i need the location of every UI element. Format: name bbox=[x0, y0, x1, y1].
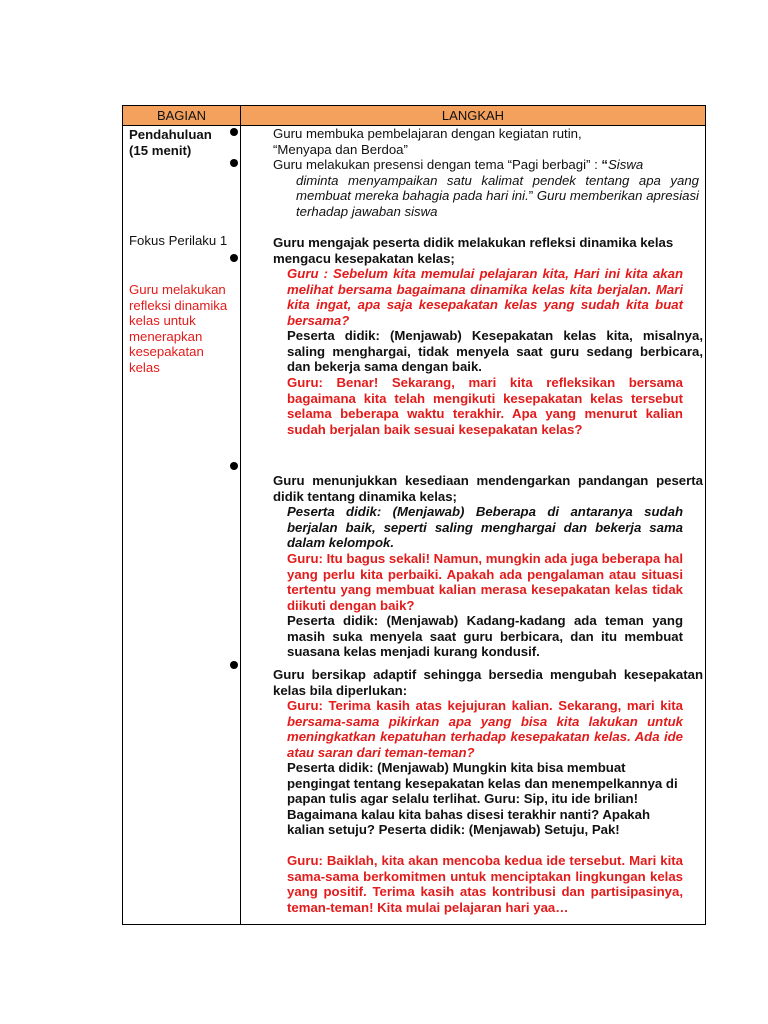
step1-peserta-1: Peserta didik: (Menjawab) Kesepakatan kelas kita, misalnya, saling menghargai, tidak menyela saat guru sedang berbicara, dan bekerja sama dengan baik. bbox=[287, 328, 703, 375]
fokus-label: Fokus Perilaku 1 bbox=[129, 233, 228, 248]
step2-peserta-2: Peserta didik: (Menjawab) Kadang-kadang ada teman yang masih suka menyela saat guru berbicara, dan itu membuat suasana kelas menjadi kurang kondusif. bbox=[287, 613, 683, 660]
pendahuluan-item-1: Guru membuka pembelajaran dengan kegiatan rutin, “Menyapa dan Berdoa” bbox=[273, 126, 582, 157]
step1-guru-1: Guru : Sebelum kita memulai pelajaran kita, Hari ini kita akan melihat bersama bagaimana dinamika kelas kita berjalan. Mari kita ingat, apa saja kesepakatan kelas yang sudah kita buat bersama? bbox=[287, 266, 683, 328]
bullet-icon bbox=[230, 159, 238, 167]
header-bagian: BAGIAN bbox=[156, 108, 207, 123]
bullet-icon bbox=[230, 128, 238, 136]
header-langkah: LANGKAH bbox=[441, 108, 505, 123]
table-header bbox=[123, 106, 705, 126]
pendahuluan-item-2-lead: Guru melakukan presensi dengan tema “Pagi berbagi” : “Siswa bbox=[273, 157, 644, 172]
step1-guru-2: Guru: Benar! Sekarang, mari kita refleksikan bersama bagaimana kita telah mengikuti kesepakatan kelas tersebut selama beberapa waktu terakhir. Apa yang menurut kalian sudah berjalan baik sesuai kesepakatan kelas? bbox=[287, 375, 683, 437]
column-divider bbox=[240, 106, 241, 924]
fokus-description: Guru melakukan refleksi dinamika kelas untuk menerapkan kesepakatan kelas bbox=[129, 282, 228, 375]
step3-peserta-1: Peserta didik: (Menjawab) Mungkin kita bisa membuat pengingat tentang kesepakatan kelas dan menempelkannya di papan tulis agar selalu terlihat. Guru: Sip, itu ide brilian! Bagaimana kalau kita bahas disesi terakhir nanti? Apakah kalian setuju? Peserta didik: (Menjawab) Setuju, Pak! bbox=[287, 760, 678, 838]
pendahuluan-item-2-quote: diminta menyampaikan satu kalimat pendek tentang apa yang membuat mereka bahagia pada hari ini.” Guru memberikan apresiasi terhadap jawaban siswa bbox=[296, 172, 699, 219]
bullet-icon bbox=[230, 661, 238, 669]
bullet-icon bbox=[230, 254, 238, 262]
step1-lead: Guru mengajak peserta didik melakukan refleksi dinamika kelas mengacu kesepakatan kelas; bbox=[273, 235, 674, 266]
step2-peserta-1: Peserta didik: (Menjawab) Beberapa di antaranya sudah berjalan baik, seperti saling menghargai dan bekerja sama dalam kelompok. bbox=[287, 504, 683, 551]
step3-lead: Guru bersikap adaptif sehingga bersedia mengubah kesepakatan kelas bila diperlukan: bbox=[273, 667, 703, 698]
step3-guru-1: Guru: Terima kasih atas kejujuran kalian. Sekarang, mari kita bersama-sama pikirkan apa yang bisa kita lakukan untuk meningkatkan kepatuhan terhadap kesepakatan kelas. Ada ide atau saran dari teman-teman? bbox=[287, 698, 683, 760]
step3-guru-2: Guru: Baiklah, kita akan mencoba kedua ide tersebut. Mari kita sama-sama berkomitmen untuk menciptakan lingkungan kelas yang positif. Terima kasih atas kontribusi dan partisipasinya, teman-teman! Kita mulai pelajaran hari yaa… bbox=[287, 853, 683, 915]
step2-lead: Guru menunjukkan kesediaan mendengarkan pandangan peserta didik tentang dinamika kelas; bbox=[273, 473, 703, 504]
lesson-table bbox=[122, 105, 706, 925]
step2-guru-1: Guru: Itu bagus sekali! Namun, mungkin ada juga beberapa hal yang perlu kita perbaiki. Apakah ada pengalaman atau situasi tertentu yang membuat kalian merasa kesepakatan kelas tidak diikuti dengan baik? bbox=[287, 551, 683, 613]
pendahuluan-label: Pendahuluan (15 menit) bbox=[129, 127, 212, 158]
bullet-icon bbox=[230, 462, 238, 470]
